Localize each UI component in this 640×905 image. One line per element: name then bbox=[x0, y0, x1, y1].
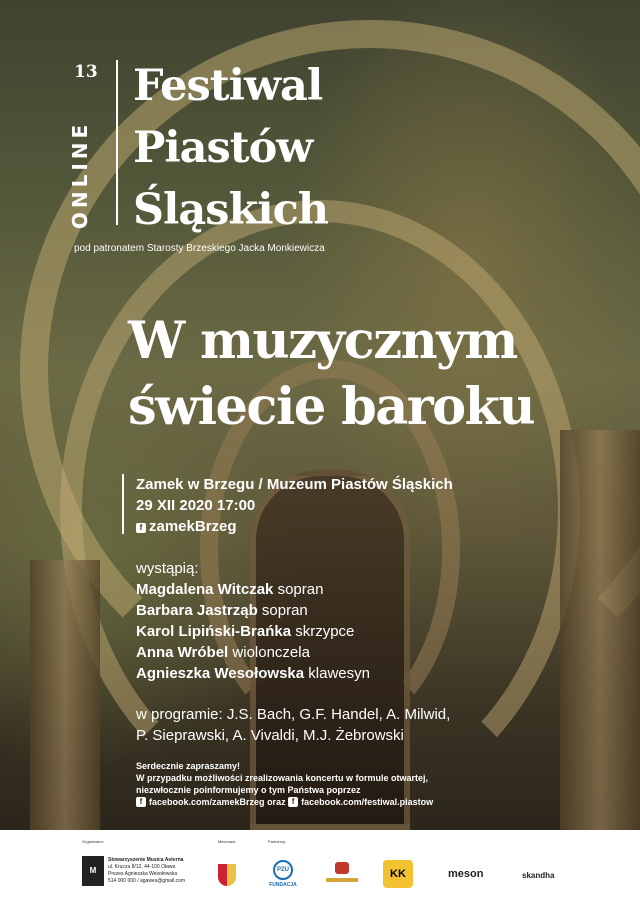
organizer-address: ul. Krucza 8/12, 44-100 Oława bbox=[108, 864, 176, 870]
performer-row bbox=[136, 663, 370, 684]
concert-title bbox=[128, 308, 534, 440]
programme-section bbox=[136, 704, 536, 746]
performer-name: Barbara Jastrząb bbox=[136, 602, 258, 619]
datetime-text: 29 XII 2020 17:00 bbox=[136, 497, 256, 514]
performer-role: skrzypce bbox=[295, 623, 355, 640]
notice-section bbox=[136, 760, 433, 808]
performer-name: Anna Wróbel bbox=[136, 644, 229, 661]
notice-links bbox=[136, 796, 433, 808]
pillar-decoration bbox=[30, 560, 100, 830]
meson-logo: meson bbox=[448, 868, 484, 880]
facebook-icon: f bbox=[136, 523, 146, 533]
organizer-president: Prezes Agnieszka Wesołowska bbox=[108, 871, 178, 877]
festival-title bbox=[133, 55, 328, 241]
facebook-icon: f bbox=[136, 797, 146, 807]
performer-row bbox=[136, 621, 370, 642]
performer-name: Agnieszka Wesołowska bbox=[136, 665, 305, 682]
performer-role: sopran bbox=[261, 602, 308, 619]
festival-title-line: Śląskich bbox=[133, 185, 329, 235]
patron-label: Mecenasi: bbox=[218, 839, 237, 844]
pzu-logo-label: FUNDACJA bbox=[269, 882, 297, 888]
facebook-link-festival[interactable]: facebook.com/festiwal.piastow bbox=[301, 797, 434, 807]
organizer-logo: M bbox=[82, 856, 104, 886]
facebook-icon: f bbox=[288, 797, 298, 807]
concert-title-line: W muzycznym bbox=[128, 311, 517, 371]
performer-role: klawesyn bbox=[308, 665, 370, 682]
organizer-contact: 514 000 000 / agawes@gmail.com bbox=[108, 878, 186, 884]
notice-joiner: oraz bbox=[267, 797, 286, 807]
facebook-handle[interactable]: zamekBrzeg bbox=[149, 518, 237, 535]
county-crest-logo bbox=[218, 864, 236, 886]
divider-line bbox=[116, 60, 118, 225]
notice-line: Serdecznie zapraszamy! bbox=[136, 761, 241, 771]
online-text: ONLINE bbox=[68, 120, 92, 230]
performers-heading: wystąpią: bbox=[136, 560, 199, 577]
festival-title-line: Festiwal bbox=[133, 61, 323, 111]
notice-line: W przypadku możliwości zrealizowania koncertu w formule otwartej, bbox=[136, 773, 429, 783]
programme-line: w programie: J.S. Bach, G.F. Handel, A. Milwid, bbox=[136, 706, 451, 723]
divider-line bbox=[122, 474, 124, 534]
performer-role: wiolonczela bbox=[232, 644, 310, 661]
performer-row bbox=[136, 642, 370, 663]
venue-text: Zamek w Brzegu / Muzeum Piastów Śląskich bbox=[136, 476, 453, 493]
facebook-handle-row[interactable] bbox=[136, 516, 453, 537]
edition-number: 13 bbox=[74, 62, 98, 82]
museum-seal-logo bbox=[326, 862, 358, 886]
performer-name: Magdalena Witczak bbox=[136, 581, 274, 598]
sponsors-footer bbox=[0, 830, 640, 905]
pillar-decoration bbox=[560, 430, 640, 830]
partners-label: Partnerzy: bbox=[268, 839, 287, 844]
skandha-logo: skandha bbox=[522, 871, 555, 880]
event-details bbox=[136, 474, 453, 537]
pzu-logo-mark: PZU bbox=[273, 860, 293, 880]
organizer-label: Organizator: bbox=[82, 839, 105, 844]
performer-role: sopran bbox=[277, 581, 324, 598]
facebook-link-castle[interactable]: facebook.com/zamekBrzeg bbox=[149, 797, 265, 807]
performer-row bbox=[136, 600, 370, 621]
concert-title-line: świecie baroku bbox=[128, 377, 535, 437]
performer-row bbox=[136, 579, 370, 600]
kk-logo: KK bbox=[383, 860, 413, 888]
patronage-text: pod patronatem Starosty Brzeskiego Jacka Monkiewicza bbox=[74, 243, 325, 254]
pzu-foundation-logo bbox=[268, 860, 298, 888]
organizer-name: Stowarzyszenie Musica Aeterna bbox=[108, 857, 184, 863]
performers-section bbox=[136, 558, 370, 684]
festival-title-line: Piastów bbox=[133, 123, 313, 173]
performer-name: Karol Lipiński-Brańka bbox=[136, 623, 292, 640]
notice-line: niezwłocznie poinformujemy o tym Państwa poprzez bbox=[136, 785, 361, 795]
organizer-details bbox=[108, 857, 208, 885]
programme-line: P. Sieprawski, A. Vivaldi, M.J. Żebrowski bbox=[136, 727, 404, 744]
online-label bbox=[60, 120, 100, 230]
